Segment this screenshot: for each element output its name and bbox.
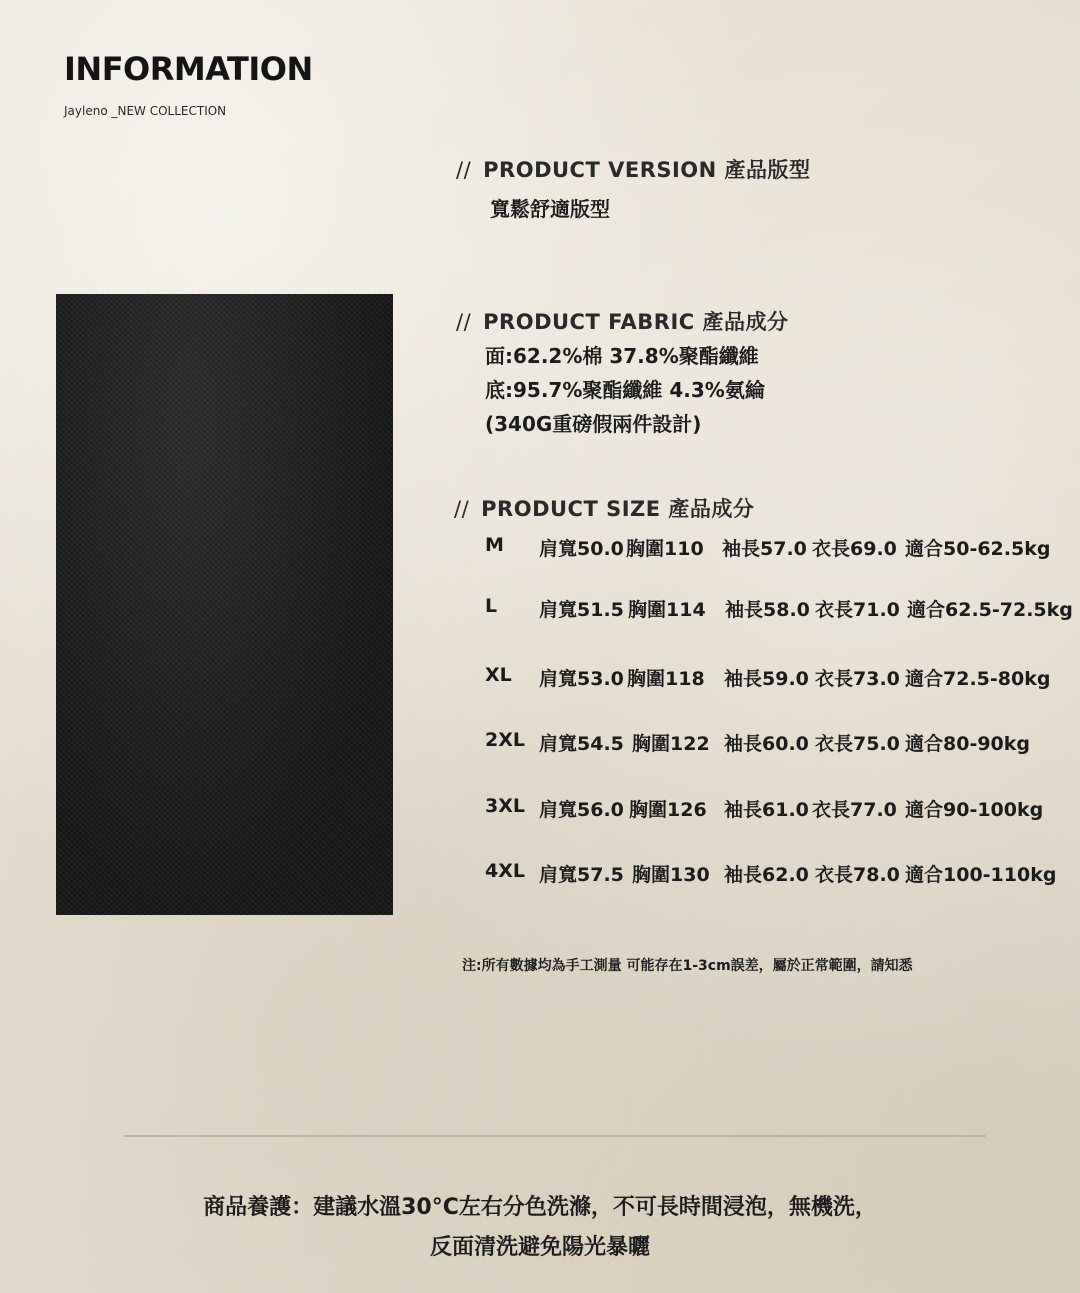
fit-weight: 適合80-90kg (905, 733, 1031, 755)
version-heading (456, 154, 811, 184)
garment-length: 衣長78.0 (815, 864, 900, 886)
size-slash: // (454, 497, 470, 521)
chest-girth: 胸圍130 (632, 864, 710, 886)
shoulder-width: 肩寬53.0 (539, 668, 624, 690)
size-label: L (485, 595, 498, 617)
fit-weight: 適合50-62.5kg (905, 538, 1051, 560)
version-value: 寬鬆舒適版型 (490, 197, 610, 221)
sleeve-length: 袖長60.0 (724, 733, 809, 755)
garment-length: 衣長69.0 (812, 538, 897, 560)
shoulder-width: 肩寬50.0 (539, 538, 624, 560)
size-label: 3XL (485, 795, 525, 817)
fit-weight: 適合62.5-72.5kg (907, 599, 1073, 621)
size-row (0, 664, 1080, 690)
garment-length: 衣長73.0 (815, 668, 900, 690)
fit-weight: 適合72.5-80kg (905, 668, 1051, 690)
size-heading (454, 493, 754, 523)
size-row (0, 795, 1080, 821)
fabric-heading (456, 306, 789, 336)
size-label: 4XL (485, 860, 525, 882)
garment-length: 衣長77.0 (812, 799, 897, 821)
size-row (0, 595, 1080, 621)
fabric-line-outer: 面:62.2%棉 37.8%聚酯纖維 (485, 344, 759, 368)
sleeve-length: 袖長58.0 (725, 599, 810, 621)
sleeve-length: 袖長61.0 (724, 799, 809, 821)
chest-girth: 胸圍126 (629, 799, 707, 821)
size-label: M (485, 534, 504, 556)
size-row (0, 860, 1080, 886)
brand-subtitle: Jayleno _NEW COLLECTION (64, 104, 227, 118)
chest-girth: 胸圍110 (626, 538, 704, 560)
fabric-line-lining: 底:95.7%聚酯纖維 4.3%氨綸 (485, 378, 765, 402)
sleeve-length: 袖長59.0 (724, 668, 809, 690)
version-heading-text: PRODUCT VERSION 產品版型 (483, 158, 811, 182)
care-instructions-line-1: 商品養護：建議水溫30°C左右分色洗滌，不可長時間浸泡，無機洗， (203, 1195, 877, 1220)
size-heading-text: PRODUCT SIZE 產品成分 (481, 497, 755, 521)
fit-weight: 適合90-100kg (905, 799, 1044, 821)
sleeve-length: 袖長57.0 (722, 538, 807, 560)
shoulder-width: 肩寬51.5 (539, 599, 624, 621)
shoulder-width: 肩寬57.5 (539, 864, 624, 886)
size-label: 2XL (485, 729, 525, 751)
page-title: INFORMATION (64, 50, 313, 88)
care-instructions-line-2: 反面清洗避免陽光暴曬 (429, 1235, 650, 1260)
fabric-heading-text: PRODUCT FABRIC 產品成分 (483, 310, 789, 334)
shoulder-width: 肩寬56.0 (539, 799, 624, 821)
fabric-line-weight: (340G重磅假兩件設計) (485, 412, 702, 436)
garment-length: 衣長71.0 (815, 599, 900, 621)
sleeve-length: 袖長62.0 (724, 864, 809, 886)
size-label: XL (485, 664, 512, 686)
garment-length: 衣長75.0 (815, 733, 900, 755)
section-divider (124, 1135, 986, 1137)
chest-girth: 胸圍122 (632, 733, 710, 755)
fabric-slash: // (456, 310, 472, 334)
size-row (0, 534, 1080, 560)
fit-weight: 適合100-110kg (905, 864, 1057, 886)
chest-girth: 胸圍114 (628, 599, 706, 621)
measurement-note: 注:所有數據均為手工測量 可能存在1-3cm誤差，屬於正常範圍，請知悉 (462, 958, 913, 974)
shoulder-width: 肩寬54.5 (539, 733, 624, 755)
chest-girth: 胸圍118 (627, 668, 705, 690)
size-row (0, 729, 1080, 755)
version-slash: // (456, 158, 472, 182)
